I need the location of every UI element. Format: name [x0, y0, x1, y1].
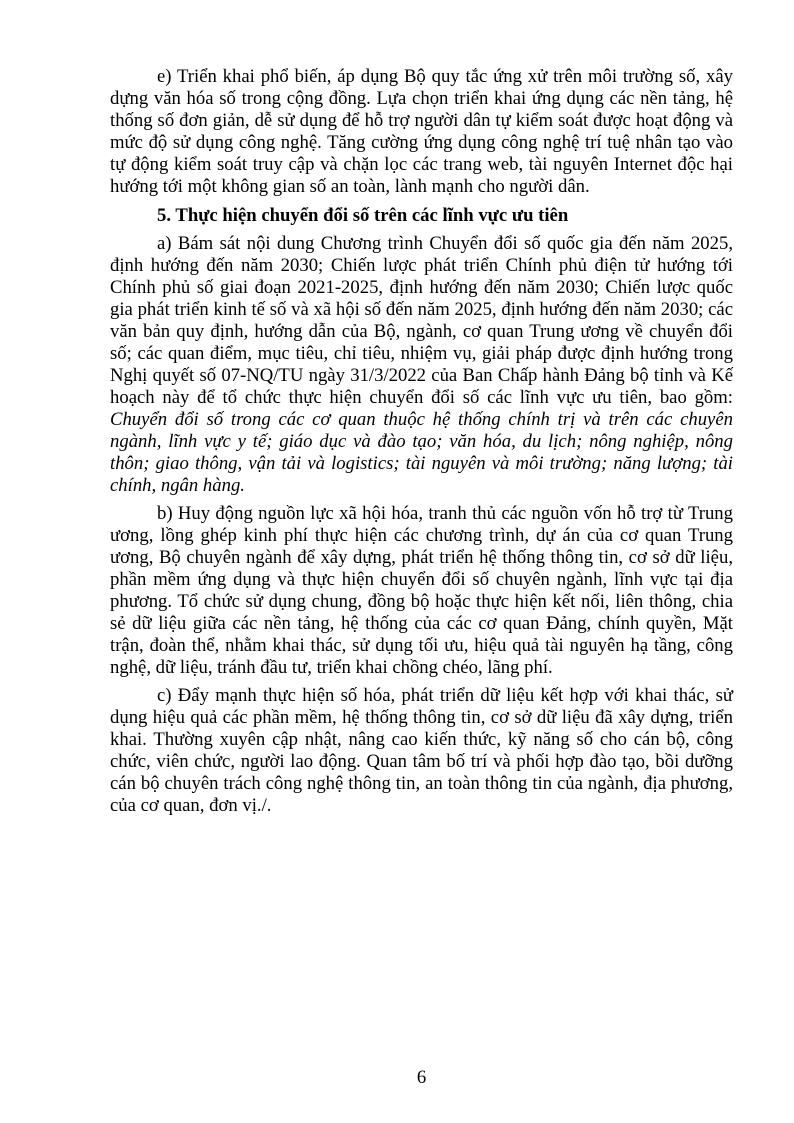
paragraph-c: c) Đẩy mạnh thực hiện số hóa, phát triển dữ liệu kết hợp với khai thác, sử dụng hiệu quả các phần mềm, hệ thống thông tin, cơ sở dữ liệu đã xây dựng, triển khai. Thường xuyên cập nhật, nâng cao kiến thức, kỹ năng số cho cán bộ, công chức, viên chức, người lao động. Quan tâm bố trí và phối hợp đào tạo, bồi dưỡng cán bộ chuyên trách công nghệ thông tin, an toàn thông tin của ngành, địa phương, của cơ quan, đơn vị./. — [110, 685, 733, 816]
document-body — [110, 60, 733, 817]
page-number: 6 — [416, 1067, 427, 1088]
section-heading-5: 5. Thực hiện chuyển đổi số trên các lĩnh vực ưu tiên — [157, 205, 569, 226]
paragraph-a-italic-text: Chuyển đổi số trong các cơ quan thuộc hệ thống chính trị và trên các chuyên ngành, lĩnh vực y tế; giáo dục và đào tạo; văn hóa, du lịch; nông nghiệp, nông thôn; giao thông, vận tải và logistics; tài nguyên và môi trường; năng lượng; tài chính, ngân hàng. — [110, 409, 733, 496]
paragraph-a-regular-text: a) Bám sát nội dung Chương trình Chuyển đổi số quốc gia đến năm 2025, định hướng đến năm 2030; Chiến lược phát triển Chính phủ điện tử hướng tới Chính phủ số giai đoạn 2021-2025, định hướng đến năm 2030; Chiến lược quốc gia phát triển kinh tế số và xã hội số đến năm 2025, định hướng đến năm 2030; các văn bản quy định, hướng dẫn của Bộ, ngành, cơ quan Trung ương về chuyển đổi số; các quan điểm, mục tiêu, chỉ tiêu, nhiệm vụ, giải pháp được định hướng trong Nghị quyết số 07-NQ/TU ngày 31/3/2022 của Ban Chấp hành Đảng bộ tỉnh và Kế hoạch này để tổ chức thực hiện chuyển đổi số các lĩnh vực ưu tiên, bao gồm: — [110, 233, 733, 408]
paragraph-b: b) Huy động nguồn lực xã hội hóa, tranh thủ các nguồn vốn hỗ trợ từ Trung ương, lồng ghép kinh phí thực hiện các chương trình, dự án của cơ quan Trung ương, Bộ chuyên ngành để xây dựng, phát triển hệ thống thông tin, cơ sở dữ liệu, phần mềm ứng dụng và thực hiện chuyển đổi số chuyên ngành, lĩnh vực tại địa phương. Tổ chức sử dụng chung, đồng bộ hoặc thực hiện kết nối, liên thông, chia sẻ dữ liệu giữa các nền tảng, hệ thống của các cơ quan Đảng, chính quyền, Mặt trận, đoàn thể, nhằm khai thác, sử dụng tối ưu, hiệu quả tài nguyên hạ tầng, công nghệ, dữ liệu, tránh đầu tư, triển khai chồng chéo, lãng phí. — [110, 503, 733, 678]
paragraph-a — [110, 233, 733, 497]
paragraph-e: e) Triển khai phổ biến, áp dụng Bộ quy tắc ứng xử trên môi trường số, xây dựng văn hóa số trong cộng đồng. Lựa chọn triển khai ứng dụng các nền tảng, hệ thống số đơn giản, dễ sử dụng để hỗ trợ người dân tự kiểm soát được hoạt động và mức độ sử dụng công nghệ. Tăng cường ứng dụng công nghệ trí tuệ nhân tạo vào tự động kiểm soát truy cập và chặn lọc các trang web, tài nguyên Internet độc hại hướng tới một không gian số an toàn, lành mạnh cho người dân. — [110, 66, 733, 197]
